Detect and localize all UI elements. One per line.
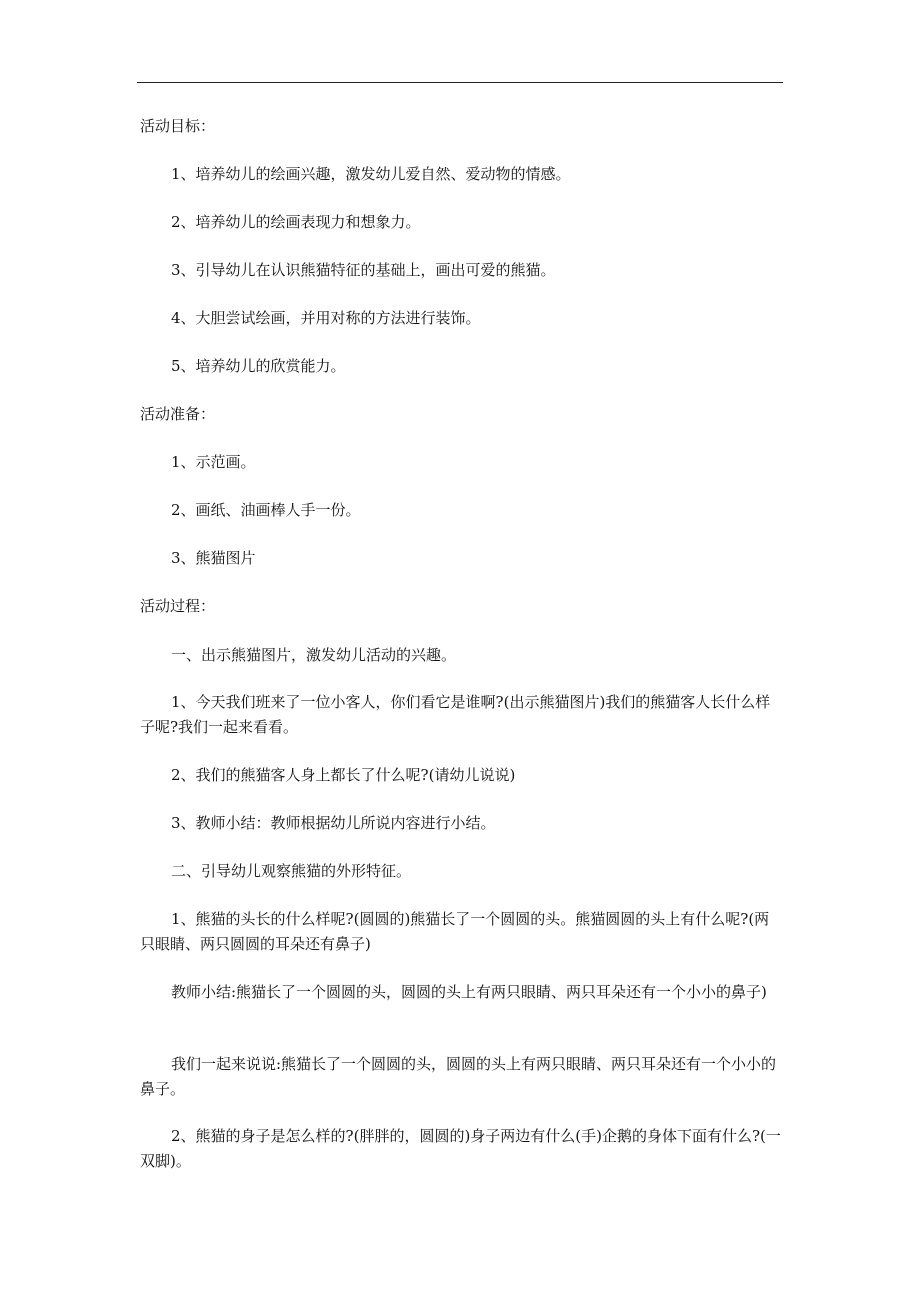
- prep-heading: 活动准备：: [140, 405, 216, 423]
- process-item-7: 教师小结:熊猫长了一个圆圆的头，圆圆的头上有两只眼睛、两只耳朵还有一个小小的鼻子): [171, 983, 767, 1001]
- prep-item-3: 3、熊猫图片: [171, 549, 256, 567]
- prep-item-2: 2、画纸、油画棒人手一份。: [171, 501, 361, 519]
- process-item-4: 3、教师小结：教师根据幼儿所说内容进行小结。: [171, 814, 496, 832]
- goal-item-5: 5、培养幼儿的欣赏能力。: [171, 357, 346, 375]
- goal-item-3: 3、引导幼儿在认识熊猫特征的基础上，画出可爱的熊猫。: [171, 261, 556, 279]
- goals-heading: 活动目标：: [140, 117, 216, 135]
- process-item-8: 我们一起来说说:熊猫长了一个圆圆的头，圆圆的头上有两只眼睛、两只耳朵还有一个小小的鼻子。: [140, 1055, 777, 1098]
- goal-item-4: 4、大胆尝试绘画，并用对称的方法进行装饰。: [171, 309, 481, 327]
- process-heading: 活动过程：: [140, 597, 216, 615]
- header-rule: [137, 82, 783, 83]
- prep-item-1: 1、示范画。: [171, 453, 256, 471]
- process-item-1: 一、出示熊猫图片，激发幼儿活动的兴趣。: [171, 646, 457, 664]
- process-item-9: 2、熊猫的身子是怎么样的?(胖胖的，圆圆的)身子两边有什么(手)企鹅的身体下面有什么?(一双脚)。: [140, 1127, 781, 1170]
- process-item-2: 1、今天我们班来了一位小客人，你们看它是谁啊?(出示熊猫图片)我们的熊猫客人长什么样子呢?我们一起来看看。: [140, 693, 771, 736]
- goal-item-2: 2、培养幼儿的绘画表现力和想象力。: [171, 213, 421, 231]
- process-item-5: 二、引导幼儿观察熊猫的外形特征。: [171, 862, 412, 880]
- goal-item-1: 1、培养幼儿的绘画兴趣，激发幼儿爱自然、爱动物的情感。: [171, 165, 571, 183]
- process-item-6: 1、熊猫的头长的什么样呢?(圆圆的)熊猫长了一个圆圆的头。熊猫圆圆的头上有什么呢?(两只眼睛、两只圆圆的耳朵还有鼻子): [140, 910, 770, 953]
- process-item-3: 2、我们的熊猫客人身上都长了什么呢?(请幼儿说说): [171, 766, 516, 784]
